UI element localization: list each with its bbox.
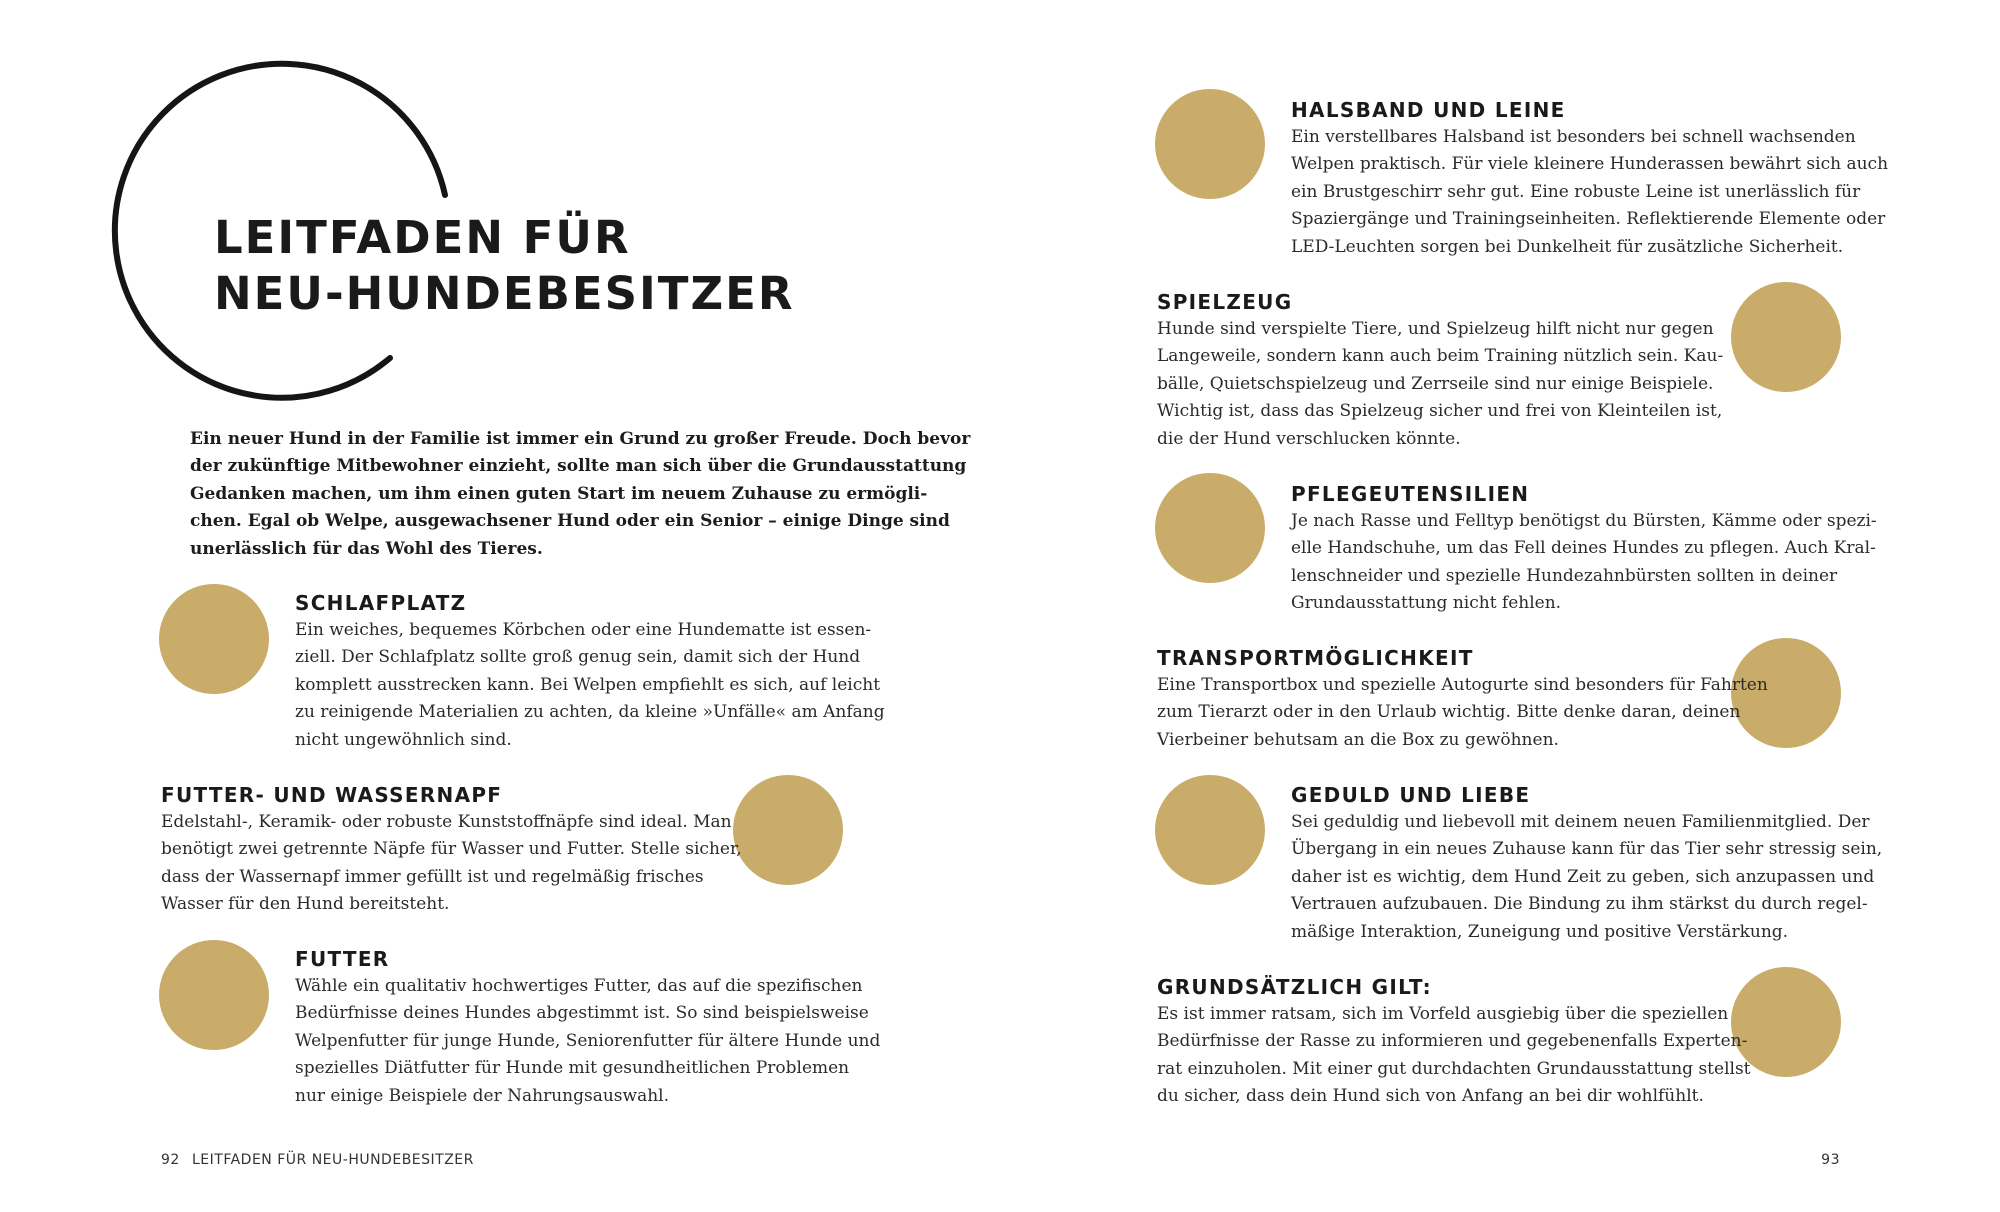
body-line: Vierbeiner behutsam an die Box zu gewöhnen. xyxy=(1157,729,1559,750)
body-line: LED-Leuchten sorgen bei Dunkelheit für zusätzliche Sicherheit. xyxy=(1291,236,1844,257)
body-line: zu reinigende Materialien zu achten, da kleine »Unfälle« am Anfang xyxy=(295,702,885,723)
section-body xyxy=(1157,672,1768,754)
body-line: Übergang in ein neues Zuhause kann für das Tier sehr stressig sein, xyxy=(1291,839,1883,860)
body-line: Hunde sind verspielte Tiere, und Spielzeug hilft nicht nur gegen xyxy=(1157,319,1714,339)
body-line: ziell. Der Schlafplatz sollte groß genug sein, damit sich der Hund xyxy=(295,647,861,668)
body-line: Sei geduldig und liebevoll mit deinem neuen Familienmitglied. Der xyxy=(1291,812,1870,832)
body-line: Spaziergänge und Trainingseinheiten. Reflektierende Elemente oder xyxy=(1291,209,1886,230)
section-heading: FUTTER- UND WASSERNAPF xyxy=(161,783,503,807)
body-line: Edelstahl-, Keramik- oder robuste Kunststoffnäpfe sind ideal. Man xyxy=(161,812,732,832)
section xyxy=(1157,973,1751,1111)
body-line: du sicher, dass dein Hund sich von Anfang an bei dir wohlfühlt. xyxy=(1157,1086,1704,1107)
body-line: Langeweile, sondern kann auch beim Training nützlich sein. Kau- xyxy=(1157,346,1724,367)
body-line: Vertrauen aufzubauen. Die Bindung zu ihm stärkst du durch regel- xyxy=(1291,894,1868,915)
gold-dot-spielzeug xyxy=(1731,282,1841,392)
gold-dot-pflege xyxy=(1155,473,1265,583)
gold-dot-halsband xyxy=(1155,89,1265,199)
body-line: Bedürfnisse der Rasse zu informieren und gegebenenfalls Experten- xyxy=(1157,1031,1748,1052)
section xyxy=(1291,781,1882,946)
intro-line: chen. Egal ob Welpe, ausgewachsener Hund oder ein Senior – einige Dinge sind xyxy=(190,511,950,532)
body-line: nur einige Beispiele der Nahrungsauswahl. xyxy=(295,1085,669,1106)
section-heading: GRUNDSÄTZLICH GILT: xyxy=(1157,975,1432,999)
body-line: lenschneider und spezielle Hundezahnbürsten sollten in deiner xyxy=(1291,565,1838,586)
body-line: elle Handschuhe, um das Fell deines Hundes zu pflegen. Auch Kral- xyxy=(1291,538,1876,559)
section-heading: PFLEGEUTENSILIEN xyxy=(1291,482,1530,506)
page-number-right: 93 xyxy=(1821,1152,1840,1168)
body-line: bälle, Quietschspielzeug und Zerrseile sind nur einige Beispiele. xyxy=(1157,373,1714,394)
body-line: Es ist immer ratsam, sich im Vorfeld ausgiebig über die speziellen xyxy=(1157,1004,1729,1024)
gold-dot-napf xyxy=(733,775,843,885)
body-line: daher ist es wichtig, dem Hund Zeit zu geben, sich anzupassen und xyxy=(1291,866,1875,887)
section xyxy=(1291,96,1888,261)
section xyxy=(295,589,885,754)
body-line: Ein verstellbares Halsband ist besonders bei schnell wachsenden xyxy=(1291,127,1856,147)
section-heading: SPIELZEUG xyxy=(1157,290,1293,314)
body-line: Wähle ein qualitativ hochwertiges Futter, das auf die spezifischen xyxy=(295,976,863,996)
gold-dot-futter xyxy=(159,940,269,1050)
body-line: Eine Transportbox und spezielle Autogurte sind besonders für Fahrten xyxy=(1157,675,1768,695)
body-line: die der Hund verschlucken könnte. xyxy=(1157,428,1461,449)
section xyxy=(1157,288,1723,453)
section-body xyxy=(295,973,880,1110)
section-body xyxy=(1291,508,1877,618)
section xyxy=(161,781,742,919)
gold-dot-geduld xyxy=(1155,775,1265,885)
body-line: Grundausstattung nicht fehlen. xyxy=(1291,593,1562,614)
section xyxy=(295,945,880,1110)
intro-line: Ein neuer Hund in der Familie ist immer ein Grund zu großer Freude. Doch bevor xyxy=(190,429,971,449)
section-body xyxy=(161,809,742,919)
body-line: Wichtig ist, dass das Spielzeug sicher und frei von Kleinteilen ist, xyxy=(1157,401,1723,422)
intro-paragraph xyxy=(190,426,970,563)
section-heading: TRANSPORTMÖGLICHKEIT xyxy=(1157,646,1474,670)
section-heading: FUTTER xyxy=(295,947,390,971)
section-body xyxy=(1157,316,1723,453)
section-heading: GEDULD UND LIEBE xyxy=(1291,783,1531,807)
page-title xyxy=(214,210,794,322)
title-line: NEU-HUNDEBESITZER xyxy=(214,267,795,320)
gold-dot-schlafplatz xyxy=(159,584,269,694)
body-line: benötigt zwei getrennte Näpfe für Wasser und Futter. Stelle sicher, xyxy=(161,839,742,860)
body-line: dass der Wassernapf immer gefüllt ist und regelmäßig frisches xyxy=(161,866,704,887)
intro-line: der zukünftige Mitbewohner einzieht, sollte man sich über die Grundausstattung xyxy=(190,456,967,477)
intro-line: unerlässlich für das Wohl des Tieres. xyxy=(190,538,543,559)
section xyxy=(1157,644,1768,754)
running-title: LEITFADEN FÜR NEU-HUNDEBESITZER xyxy=(192,1152,474,1168)
section-body xyxy=(1291,809,1882,946)
body-line: Wasser für den Hund bereitsteht. xyxy=(161,894,450,915)
body-line: Welpenfutter für junge Hunde, Seniorenfutter für ältere Hunde und xyxy=(295,1030,881,1051)
body-line: mäßige Interaktion, Zuneigung und positive Verstärkung. xyxy=(1291,921,1789,942)
section-body xyxy=(1291,124,1888,261)
body-line: nicht ungewöhnlich sind. xyxy=(295,729,512,750)
title-line: LEITFADEN FÜR xyxy=(214,211,631,264)
body-line: Ein weiches, bequemes Körbchen oder eine Hundematte ist essen- xyxy=(295,620,872,640)
body-line: ein Brustgeschirr sehr gut. Eine robuste Leine ist unerlässlich für xyxy=(1291,181,1861,202)
section-heading: HALSBAND UND LEINE xyxy=(1291,98,1566,122)
intro-line: Gedanken machen, um ihm einen guten Start im neuem Zuhause zu ermögli- xyxy=(190,483,928,504)
page-number-left: 92 xyxy=(161,1152,180,1168)
body-line: zum Tierarzt oder in den Urlaub wichtig. Bitte denke daran, deinen xyxy=(1157,702,1741,723)
body-line: rat einzuholen. Mit einer gut durchdachten Grundausstattung stellst xyxy=(1157,1058,1751,1079)
body-line: Bedürfnisse deines Hundes abgestimmt ist. So sind beispielsweise xyxy=(295,1003,869,1024)
section-body xyxy=(1157,1001,1751,1111)
body-line: Welpen praktisch. Für viele kleinere Hunderassen bewährt sich auch xyxy=(1291,154,1889,175)
body-line: komplett ausstrecken kann. Bei Welpen empfiehlt es sich, auf leicht xyxy=(295,674,881,695)
section-body xyxy=(295,617,885,754)
body-line: Je nach Rasse und Felltyp benötigst du Bürsten, Kämme oder spezi- xyxy=(1291,511,1877,531)
section xyxy=(1291,480,1877,618)
body-line: spezielles Diätfutter für Hunde mit gesundheitlichen Problemen xyxy=(295,1058,850,1079)
section-heading: SCHLAFPLATZ xyxy=(295,591,467,615)
